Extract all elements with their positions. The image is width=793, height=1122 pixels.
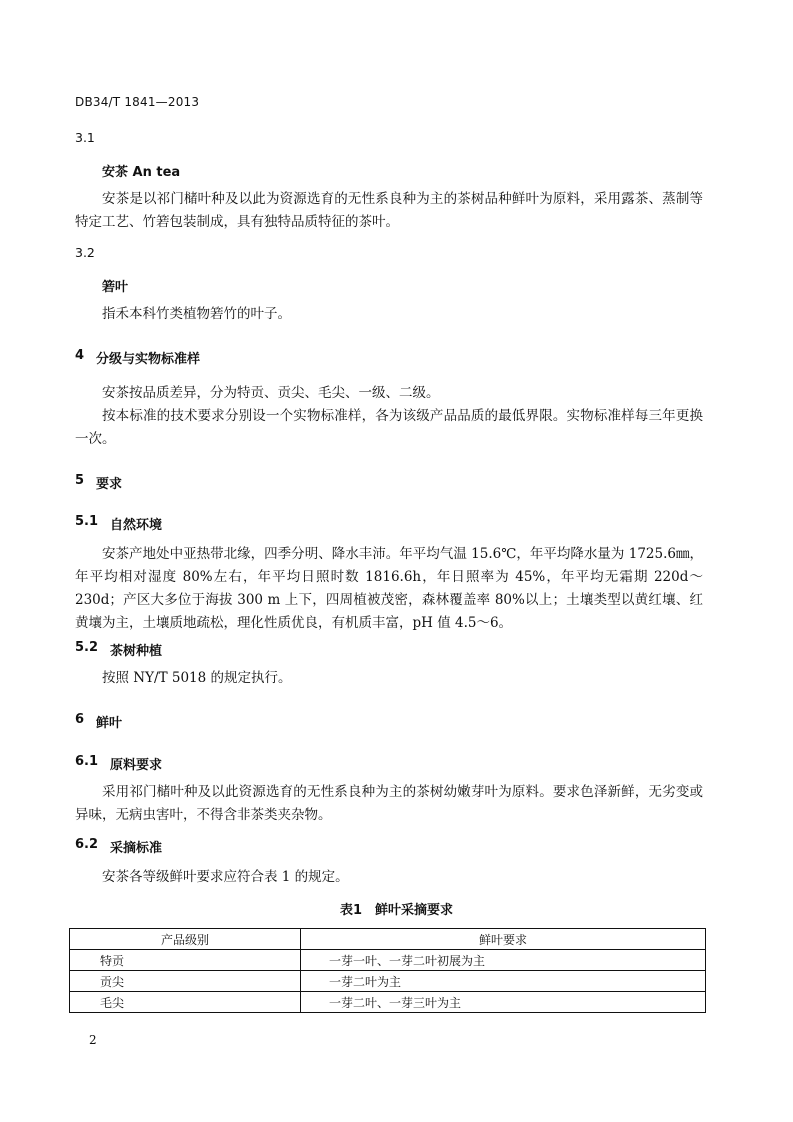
section-5-1-paragraph: 安茶产地处中亚热带北缘，四季分明、降水丰沛。年平均气温 15.6℃，年平均降水量为 1725.6㎜，年平均相对湿度 80%左右，年平均日照时数 1816.6h，年日照率为 45%，年平均无霜期 220d～230d；产区大多位于海拔 300 m 上下，四周植被茂密，森林覆盖率 80%以上；土壤类型以黄红壤、红黄壤为主，土壤质地疏松，理化性质优良，有机质丰富，pH 值 4.5～6。 [75, 546, 703, 631]
section-number-6-2: 6.2 [75, 837, 99, 852]
section-number-6-1: 6.1 [75, 754, 99, 769]
fresh-leaf-table [69, 928, 706, 1013]
grade-cell: 贡尖 [70, 971, 301, 992]
requirement-cell: 一芽二叶、一芽三叶为主 [301, 992, 706, 1013]
document-id-header: DB34/T 1841—2013 [75, 95, 200, 109]
table-header-row [70, 929, 706, 950]
definition-an-tea: 安茶是以祁门槠叶种及以此为资源选育的无性系良种为主的茶树品种鲜叶为原料，采用露茶、蒸制等特定工艺、竹箬包装制成，具有独特品质特征的茶叶。 [75, 191, 703, 230]
table-row [70, 950, 706, 971]
table-1-caption: 表1 鲜叶采摘要求 [339, 903, 454, 918]
section-4-paragraph-2: 按本标准的技术要求分别设一个实物标准样，各为该级产品品质的最低界限。实物标准样每三年更换一次。 [75, 408, 703, 447]
section-title-6: 鲜叶 [96, 716, 123, 731]
section-title-5-1: 自然环境 [110, 518, 163, 533]
section-title-6-2: 采摘标准 [110, 841, 163, 856]
section-number-6: 6 [75, 712, 85, 727]
table-row [70, 992, 706, 1013]
header-leaf-requirement: 鲜叶要求 [301, 929, 706, 950]
section-title-5-2: 茶树种植 [110, 644, 163, 659]
section-title-4: 分级与实物标准样 [96, 352, 201, 367]
requirement-cell: 一芽二叶为主 [301, 971, 706, 992]
section-4-paragraph-1: 安茶按品质差异，分为特贡、贡尖、毛尖、一级、二级。 [102, 385, 440, 401]
term-an-tea: 安茶 An tea [102, 165, 181, 180]
clause-number-3-2: 3.2 [75, 245, 95, 260]
section-5-2-paragraph: 按照 NY/T 5018 的规定执行。 [102, 670, 292, 686]
requirement-cell: 一芽一叶、一芽二叶初展为主 [301, 950, 706, 971]
table-row [70, 971, 706, 992]
section-number-5-2: 5.2 [75, 640, 99, 655]
section-title-5: 要求 [96, 477, 123, 492]
term-ruo-leaf: 箬叶 [102, 280, 129, 295]
section-6-1-paragraph: 采用祁门槠叶种及以此资源选育的无性系良种为主的茶树幼嫩芽叶为原料。要求色泽新鲜，无劣变或异味，无病虫害叶，不得含非茶类夹杂物。 [75, 784, 703, 823]
section-title-6-1: 原料要求 [110, 758, 163, 773]
section-number-5: 5 [75, 473, 85, 488]
section-number-4: 4 [75, 348, 85, 363]
clause-number-3-1: 3.1 [75, 130, 95, 145]
section-number-5-1: 5.1 [75, 514, 99, 529]
definition-ruo-leaf: 指禾本科竹类植物箬竹的叶子。 [102, 306, 291, 322]
grade-cell: 毛尖 [70, 992, 301, 1013]
header-product-grade: 产品级别 [70, 929, 301, 950]
grade-cell: 特贡 [70, 950, 301, 971]
section-6-2-paragraph: 安茶各等级鲜叶要求应符合表 1 的规定。 [102, 869, 349, 885]
page-number: 2 [89, 1033, 97, 1047]
